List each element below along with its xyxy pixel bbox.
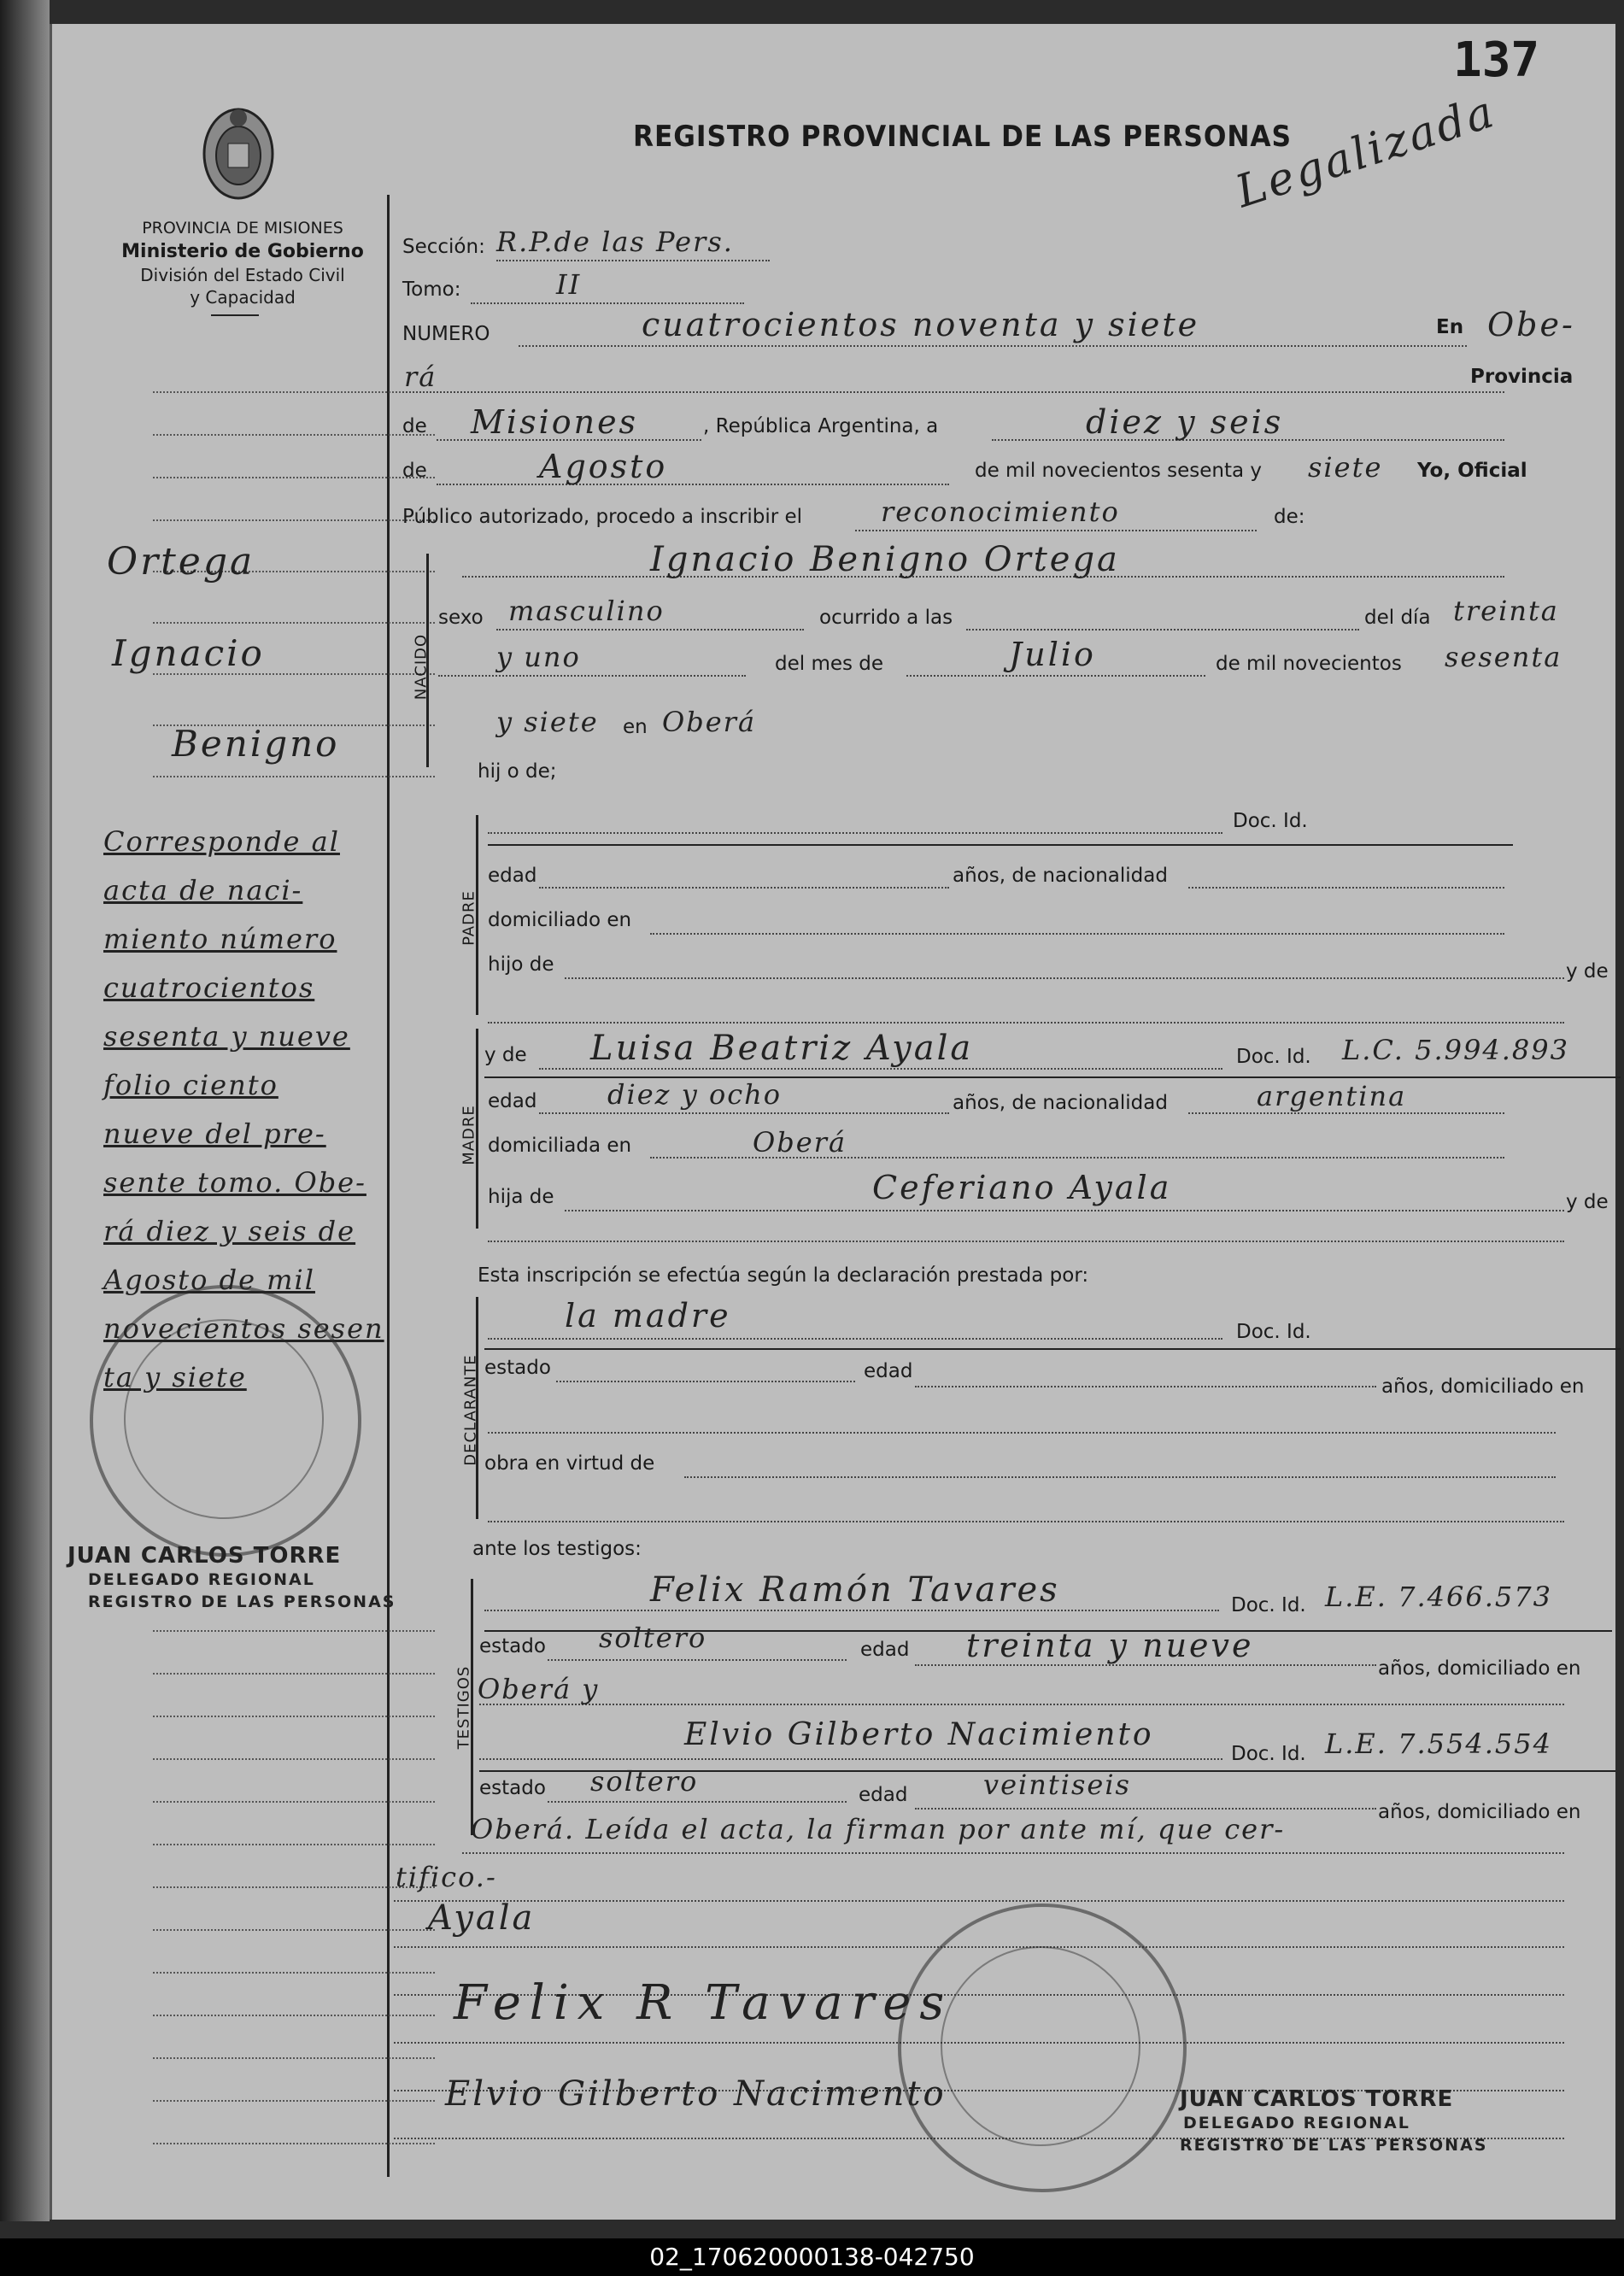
field-city-b: rá [404,361,437,393]
field-madre-doc: L.C. 5.994.893 [1342,1034,1569,1066]
field-testigo1-dom: Oberá y [478,1673,600,1705]
field-testigo2-doc: L.E. 7.554.554 [1325,1728,1552,1760]
label-en: En [1436,316,1464,338]
field-madre-dom: Oberá [753,1126,847,1159]
label-republica: , República Argentina, a [703,415,939,437]
signature-ayala: Ayala [428,1898,536,1938]
field-anio-nac-a: sesenta [1445,641,1562,673]
field-anio: siete [1308,451,1383,484]
margin-note-line: rá diez y seis de [103,1215,356,1247]
label-edad-declarante: edad [864,1360,913,1382]
field-tomo: II [556,268,582,301]
label-dom-padre: domiciliado en [488,909,632,931]
label-y-de-hija: y de [1566,1191,1609,1213]
division-name: División del Estado Civil [140,265,345,285]
official-seal-left-inner [124,1319,324,1519]
margin-note-line: Corresponde al [103,825,340,858]
label-ante-testigos: ante los testigos: [472,1538,642,1560]
label-de-colon: de: [1274,506,1305,528]
coat-of-arms-icon [196,103,281,205]
label-hijo-de: hij o de; [478,760,557,783]
field-declarante: la madre [565,1297,731,1335]
margin-note-line: folio ciento [103,1069,278,1101]
signature-nacimento: Elvio Gilberto Nacimento [445,2074,947,2114]
field-testigo2: Elvio Gilberto Nacimiento [684,1717,1154,1752]
stamp-officer-left: JUAN CARLOS TORRE [67,1543,342,1569]
legalized-annotation: Legalizada [1229,85,1503,219]
label-edad-testigo2: edad [859,1784,908,1806]
field-sexo: masculino [508,595,665,627]
label-doc-madre: Doc. Id. [1236,1046,1311,1068]
label-dom-madre: domiciliada en [488,1135,632,1157]
field-acto: reconocimiento [881,496,1120,528]
label-ocurrido: ocurrido a las [819,607,953,629]
footer-id: 02_170620000138-042750 [0,2238,1624,2276]
stamp-registry-left: REGISTRO DE LAS PERSONAS [88,1593,396,1611]
margin-note-line: acta de naci- [103,874,303,906]
stamp-officer-bottom: JUAN CARLOS TORRE [1180,2086,1454,2112]
label-y-de-madre: y de [484,1044,527,1066]
label-doc-testigo1: Doc. Id. [1231,1594,1306,1616]
margin-surname: Ortega [107,540,255,584]
margin-note-line: Agosto de mil [103,1264,315,1296]
margin-name-2: Benigno [172,723,340,765]
label-tomo: Tomo: [402,279,461,301]
label-yo-oficial: Yo, Oficial [1417,460,1527,482]
section-label-declarante: DECLARANTE [461,1354,480,1466]
label-doc-declarante: Doc. Id. [1236,1321,1311,1343]
margin-note-line: sente tomo. Obe- [103,1166,366,1199]
document-title: REGISTRO PROVINCIAL DE LAS PERSONAS [633,120,1293,154]
label-publico: Público autorizado, procedo a inscribir el [402,506,803,528]
field-testigo1-estado: soltero [599,1622,707,1654]
stamp-registry-bottom: REGISTRO DE LAS PERSONAS [1180,2136,1488,2155]
field-numero: cuatrocientos noventa y siete [642,306,1200,343]
ministry-name: Ministerio de Gobierno [121,241,364,262]
label-anos-dom-declarante: años, domiciliado en [1381,1376,1585,1398]
field-testigo2-estado: soltero [590,1765,699,1798]
label-nac-madre: años, de nacionalidad [953,1092,1168,1114]
margin-note-line: sesenta y nueve [103,1020,350,1053]
label-estado-testigo2: estado [479,1777,546,1799]
label-del-mes: del mes de [775,653,884,675]
field-anio-nac-b: y siete [496,706,599,738]
field-cierre-b: tifico.- [396,1861,497,1893]
field-provincia: Misiones [471,403,639,441]
section-label-padre: PADRE [460,890,478,946]
signature-tavares: Felix R Tavares [454,1975,953,2031]
padre-top-rule [488,844,1513,846]
field-cierre-a: Oberá. Leída el acta, la firman por ante mí, que cer- [471,1813,1286,1845]
label-edad-padre: edad [488,865,537,887]
field-fecha-dia: diez y seis [1086,403,1284,441]
official-seal-bottom-inner [941,1946,1140,2146]
field-mes: Julio [1009,636,1096,673]
field-seccion: R.P.de las Pers. [496,226,734,258]
label-sexo: sexo [438,607,484,629]
margin-note-line: ta y siete [103,1361,247,1393]
label-de-provincia: de [402,415,427,437]
division-capacity: y Capacidad [190,287,296,308]
field-madre-nombre: Luisa Beatriz Ayala [590,1029,974,1068]
label-anos-dom-testigo2: años, domiciliado en [1378,1801,1581,1823]
field-testigo2-edad: veintiseis [983,1769,1131,1801]
margin-name-1: Ignacio [112,632,265,674]
page-number: 137 [1453,32,1540,88]
field-testigo1-doc: L.E. 7.466.573 [1325,1581,1552,1613]
province-name: PROVINCIA DE MISIONES [142,219,343,238]
label-del-dia: del día [1364,607,1431,629]
field-dia-b: y uno [496,641,581,673]
label-provincia: Provincia [1470,366,1574,388]
label-doc-testigo2: Doc. Id. [1231,1743,1306,1765]
section-label-madre: MADRE [460,1105,478,1165]
margin-note-line: nueve del pre- [103,1117,326,1150]
label-seccion: Sección: [402,236,485,258]
label-anos-dom-testigo1: años, domiciliado en [1378,1657,1581,1680]
section-label-testigos: TESTIGOS [454,1665,473,1750]
label-obra: obra en virtud de [484,1452,655,1475]
label-en-lugar: en [623,716,648,738]
label-hija-de: hija de [488,1186,554,1208]
label-de-mil-nov: de mil novecientos [1216,653,1402,675]
label-esta-inscripcion: Esta inscripción se efectúa según la declaración prestada por: [478,1264,1089,1287]
field-lugar-nac: Oberá [662,706,757,738]
stamp-role-left: DELEGADO REGIONAL [88,1570,315,1589]
field-madre-padre: Ceferiano Ayala [872,1169,1172,1206]
label-numero: NUMERO [402,323,490,345]
section-label-nacido: NACIDO [412,633,431,701]
stamp-role-bottom: DELEGADO REGIONAL [1183,2114,1410,2132]
label-edad-testigo1: edad [860,1639,910,1661]
field-nombre: Ignacio Benigno Ortega [650,540,1120,579]
margin-note-line: miento número [103,923,337,955]
field-madre-nac: argentina [1257,1080,1407,1112]
label-estado-testigo1: estado [479,1635,546,1657]
field-fecha-mes: Agosto [539,448,668,485]
header-divider [211,314,259,316]
label-de-mil: de mil novecientos sesenta y [975,460,1262,482]
label-hijo-de-padre: hijo de [488,953,554,976]
label-doc-padre: Doc. Id. [1233,810,1308,832]
margin-note-line: cuatrocientos [103,971,315,1004]
field-testigo1: Felix Ramón Tavares [650,1570,1060,1610]
field-madre-edad: diez y ocho [607,1078,782,1111]
declarante-top-rule [484,1348,1621,1350]
field-testigo1-edad: treinta y nueve [966,1627,1254,1664]
document-page [50,24,1615,2220]
label-nac-padre: años, de nacionalidad [953,865,1168,887]
book-spine [0,0,50,2221]
label-de-mes: de [402,460,427,482]
label-estado-declarante: estado [484,1357,551,1379]
margin-note-line: novecientos sesen [103,1312,384,1345]
field-dia-a: treinta [1453,595,1559,627]
label-y-de-padre: y de [1566,960,1609,983]
label-edad-madre: edad [488,1090,537,1112]
field-city-a: Obe- [1487,306,1575,343]
